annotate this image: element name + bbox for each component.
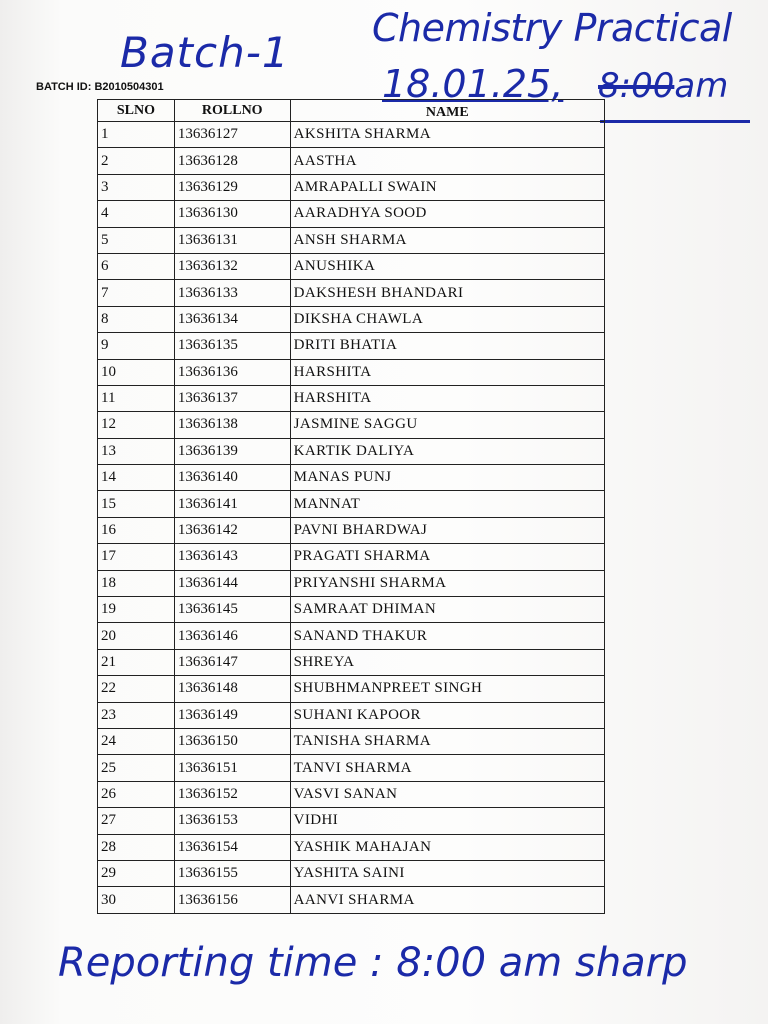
cell-name: SHREYA (290, 649, 604, 675)
batch-id: BATCH ID: B2010504301 (36, 81, 164, 93)
table-row (98, 728, 605, 754)
cell-slno: 27 (98, 808, 175, 834)
cell-rollno: 13636129 (174, 174, 290, 200)
cell-rollno: 13636150 (174, 728, 290, 754)
table-row (98, 570, 605, 596)
table-row (98, 517, 605, 543)
cell-name: TANVI SHARMA (290, 755, 604, 781)
cell-name: SUHANI KAPOOR (290, 702, 604, 728)
practical-date: 18.01.25, (382, 62, 564, 106)
cell-slno: 5 (98, 227, 175, 253)
cell-rollno: 13636138 (174, 412, 290, 438)
table-row (98, 544, 605, 570)
cell-slno: 15 (98, 491, 175, 517)
cell-slno: 12 (98, 412, 175, 438)
cell-slno: 1 (98, 122, 175, 148)
cell-name: TANISHA SHARMA (290, 728, 604, 754)
cell-rollno: 13636153 (174, 808, 290, 834)
table-row (98, 808, 605, 834)
table-row (98, 834, 605, 860)
cell-slno: 13 (98, 438, 175, 464)
table-row (98, 649, 605, 675)
cell-name: YASHIK MAHAJAN (290, 834, 604, 860)
practical-time (598, 66, 728, 106)
cell-name: AANVI SHARMA (290, 887, 604, 913)
column-header-name: NAME (290, 100, 604, 122)
cell-slno: 10 (98, 359, 175, 385)
cell-slno: 11 (98, 385, 175, 411)
table-row (98, 122, 605, 148)
cell-rollno: 13636143 (174, 544, 290, 570)
table-row (98, 227, 605, 253)
table-row (98, 781, 605, 807)
table-row (98, 280, 605, 306)
table-row (98, 359, 605, 385)
cell-rollno: 13636134 (174, 306, 290, 332)
cell-rollno: 13636154 (174, 834, 290, 860)
cell-name: AMRAPALLI SWAIN (290, 174, 604, 200)
cell-name: DIKSHA CHAWLA (290, 306, 604, 332)
table-row (98, 438, 605, 464)
cell-slno: 18 (98, 570, 175, 596)
table-row (98, 597, 605, 623)
cell-slno: 9 (98, 333, 175, 359)
reporting-time-note: Reporting time : 8:00 am sharp (58, 940, 688, 986)
cell-name: KARTIK DALIYA (290, 438, 604, 464)
table-row (98, 887, 605, 913)
cell-name: ANUSHIKA (290, 253, 604, 279)
cell-name: YASHITA SAINI (290, 860, 604, 886)
column-header-slno: SLNO (98, 100, 175, 122)
cell-slno: 21 (98, 649, 175, 675)
cell-rollno: 13636155 (174, 860, 290, 886)
table-row (98, 702, 605, 728)
table-row (98, 623, 605, 649)
cell-name: VIDHI (290, 808, 604, 834)
table-row (98, 385, 605, 411)
cell-slno: 17 (98, 544, 175, 570)
table-row (98, 491, 605, 517)
cell-rollno: 13636140 (174, 465, 290, 491)
cell-rollno: 13636145 (174, 597, 290, 623)
cell-slno: 22 (98, 676, 175, 702)
cell-rollno: 13636148 (174, 676, 290, 702)
table-row (98, 333, 605, 359)
cell-rollno: 13636149 (174, 702, 290, 728)
table-row (98, 174, 605, 200)
cell-rollno: 13636133 (174, 280, 290, 306)
cell-name: PAVNI BHARDWAJ (290, 517, 604, 543)
cell-name: SANAND THAKUR (290, 623, 604, 649)
struck-time: 8:00 (598, 66, 675, 106)
cell-slno: 25 (98, 755, 175, 781)
table-row (98, 306, 605, 332)
table-row (98, 860, 605, 886)
cell-name: VASVI SANAN (290, 781, 604, 807)
cell-name: AKSHITA SHARMA (290, 122, 604, 148)
cell-rollno: 13636141 (174, 491, 290, 517)
cell-rollno: 13636151 (174, 755, 290, 781)
cell-slno: 3 (98, 174, 175, 200)
cell-slno: 29 (98, 860, 175, 886)
column-header-rollno: ROLLNO (174, 100, 290, 122)
cell-rollno: 13636139 (174, 438, 290, 464)
cell-slno: 2 (98, 148, 175, 174)
cell-name: JASMINE SAGGU (290, 412, 604, 438)
cell-name: MANNAT (290, 491, 604, 517)
cell-name: MANAS PUNJ (290, 465, 604, 491)
cell-slno: 8 (98, 306, 175, 332)
time-suffix: am (674, 66, 729, 106)
cell-slno: 28 (98, 834, 175, 860)
cell-slno: 6 (98, 253, 175, 279)
cell-slno: 30 (98, 887, 175, 913)
cell-name: DRITI BHATIA (290, 333, 604, 359)
table-row (98, 465, 605, 491)
table-row (98, 201, 605, 227)
time-underline (600, 120, 750, 123)
cell-slno: 23 (98, 702, 175, 728)
cell-slno: 7 (98, 280, 175, 306)
cell-rollno: 13636127 (174, 122, 290, 148)
cell-rollno: 13636144 (174, 570, 290, 596)
cell-rollno: 13636152 (174, 781, 290, 807)
table-row (98, 676, 605, 702)
table-row (98, 148, 605, 174)
cell-rollno: 13636147 (174, 649, 290, 675)
cell-slno: 4 (98, 201, 175, 227)
cell-slno: 20 (98, 623, 175, 649)
student-roster-table (97, 99, 605, 914)
cell-name: PRAGATI SHARMA (290, 544, 604, 570)
cell-name: SAMRAAT DHIMAN (290, 597, 604, 623)
subject-heading: Chemistry Practical (372, 6, 732, 50)
roster-body (98, 122, 605, 914)
cell-rollno: 13636130 (174, 201, 290, 227)
cell-name: SHUBHMANPREET SINGH (290, 676, 604, 702)
cell-name: ANSH SHARMA (290, 227, 604, 253)
table-row (98, 755, 605, 781)
cell-rollno: 13636132 (174, 253, 290, 279)
cell-name: HARSHITA (290, 359, 604, 385)
cell-name: AASTHA (290, 148, 604, 174)
cell-name: HARSHITA (290, 385, 604, 411)
cell-name: PRIYANSHI SHARMA (290, 570, 604, 596)
cell-name: DAKSHESH BHANDARI (290, 280, 604, 306)
cell-slno: 16 (98, 517, 175, 543)
cell-rollno: 13636128 (174, 148, 290, 174)
batch-title: Batch-1 (120, 28, 290, 77)
cell-slno: 24 (98, 728, 175, 754)
cell-slno: 26 (98, 781, 175, 807)
cell-rollno: 13636135 (174, 333, 290, 359)
cell-slno: 19 (98, 597, 175, 623)
cell-rollno: 13636137 (174, 385, 290, 411)
table-row (98, 253, 605, 279)
cell-rollno: 13636146 (174, 623, 290, 649)
cell-rollno: 13636156 (174, 887, 290, 913)
cell-name: AARADHYA SOOD (290, 201, 604, 227)
cell-rollno: 13636142 (174, 517, 290, 543)
cell-slno: 14 (98, 465, 175, 491)
cell-rollno: 13636131 (174, 227, 290, 253)
table-row (98, 412, 605, 438)
table-header-row (98, 100, 605, 122)
cell-rollno: 13636136 (174, 359, 290, 385)
